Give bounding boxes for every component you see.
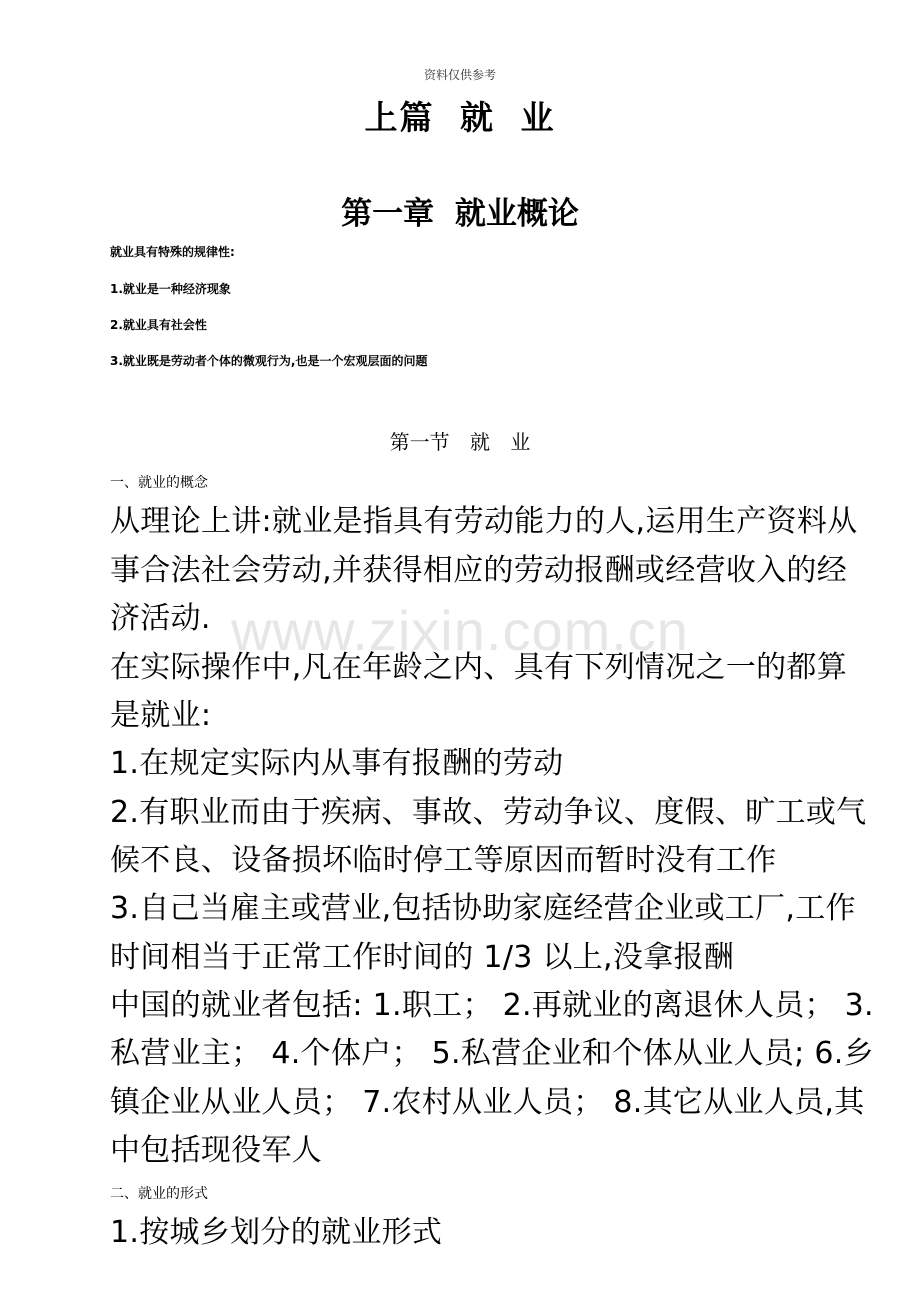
intro-item-3: 3.就业既是劳动者个体的微观行为,也是一个宏观层面的问题 (110, 354, 428, 368)
part-title: 上篇 就 业 (364, 98, 556, 137)
body-line: 2.有职业而由于疾病、事故、劳动争议、度假、旷工或气 (110, 795, 867, 830)
body-line: 3.自己当雇主或营业,包括协助家庭经营企业或工厂,工作 (110, 891, 856, 926)
body-line: 候不良、设备损坏临时停工等原因而暂时没有工作 (110, 843, 777, 878)
intro-item-2: 2.就业具有社会性 (110, 318, 207, 332)
section-title: 第一节 就 业 (389, 430, 531, 454)
intro-item-1: 1.就业是一种经济现象 (110, 282, 231, 296)
header-note: 资料仅供参考 (423, 68, 496, 82)
watermark: www.zixin.com.cn (231, 599, 689, 662)
body-line: 镇企业从业人员； 7.农村从业人员； 8.其它从业人员,其 (110, 1085, 865, 1120)
body-line: 私营业主； 4.个体户； 5.私营企业和个体从业人员; 6.乡 (110, 1036, 874, 1071)
body-line: 中包括现役军人 (110, 1133, 323, 1168)
subhead-concept: 一、就业的概念 (110, 475, 208, 491)
chapter-title: 第一章 就业概论 (341, 196, 579, 232)
body-line: 中国的就业者包括: 1.职工； 2.再就业的离退休人员； 3. (110, 988, 874, 1023)
body-line: 济活动. (110, 601, 211, 636)
intro-heading: 就业具有特殊的规律性: (110, 245, 235, 259)
body-line: 从理论上讲:就业是指具有劳动能力的人,运用生产资料从 (110, 504, 858, 539)
body-line: 是就业: (110, 698, 212, 733)
body-line: 1.在规定实际内从事有报酬的劳动 (110, 746, 564, 781)
subhead-forms: 二、就业的形式 (110, 1186, 208, 1202)
body-line: 事合法社会劳动,并获得相应的劳动报酬或经营收入的经 (110, 553, 848, 588)
body-line: 时间相当于正常工作时间的 1/3 以上,没拿报酬 (110, 940, 735, 975)
body-line-last: 1.按城乡划分的就业形式 (110, 1215, 443, 1250)
body-line: 在实际操作中,凡在年龄之内、具有下列情况之一的都算 (110, 650, 848, 685)
